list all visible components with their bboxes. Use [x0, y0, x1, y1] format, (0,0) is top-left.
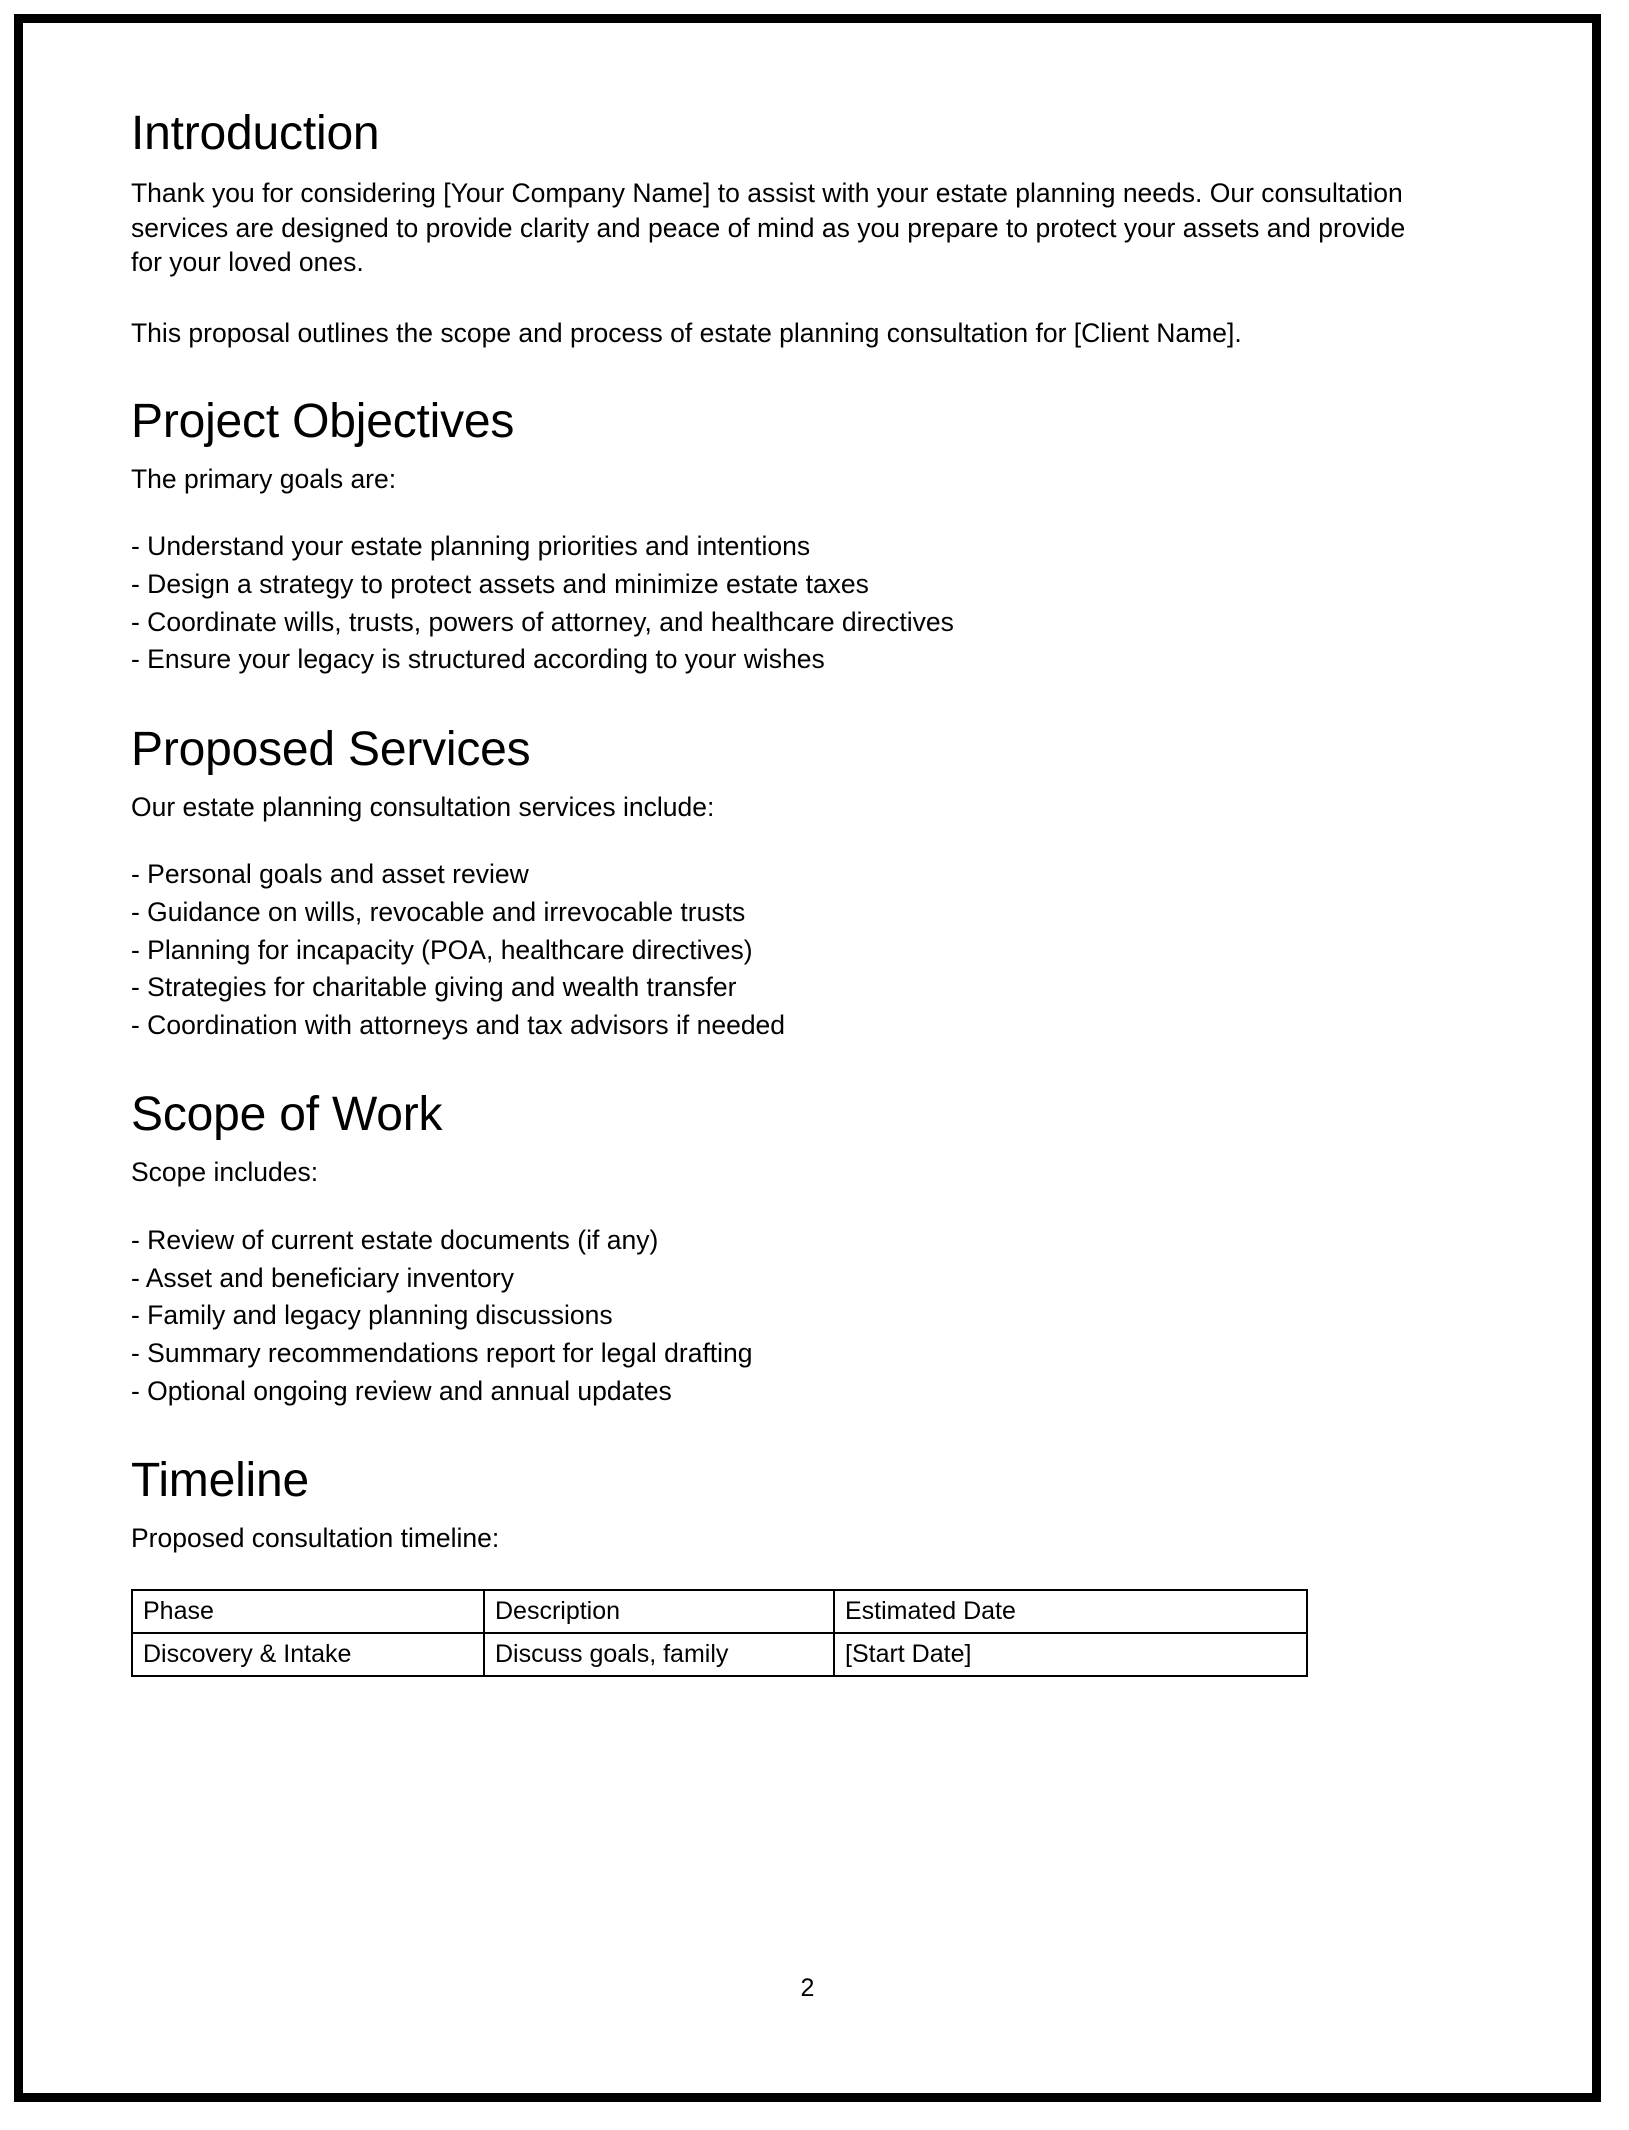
page-title: Introduction	[131, 107, 380, 160]
timeline-table	[131, 1589, 1308, 1677]
list-item: - Asset and beneficiary inventory	[131, 1262, 514, 1293]
scope-of-work-intro: Scope includes:	[131, 1157, 319, 1188]
section-heading-proposed-services: Proposed Services	[131, 722, 531, 776]
section-timeline	[131, 1456, 1484, 1677]
section-introduction	[131, 109, 1484, 351]
scope-of-work-list	[131, 1222, 1484, 1410]
page-frame	[14, 14, 1601, 2102]
section-scope-of-work	[131, 1090, 1484, 1410]
section-proposed-services	[131, 722, 1484, 1045]
list-item: - Understand your estate planning priorities and intentions	[131, 531, 811, 562]
proposed-services-list	[131, 856, 1484, 1044]
list-item: - Design a strategy to protect assets and minimize estate taxes	[131, 568, 869, 599]
list-item: - Summary recommendations report for legal drafting	[131, 1337, 753, 1368]
timeline-intro: Proposed consultation timeline:	[131, 1523, 500, 1554]
list-item: - Ensure your legacy is structured according to your wishes	[131, 644, 825, 675]
table-row	[132, 1633, 1307, 1676]
list-item: - Guidance on wills, revocable and irrevocable trusts	[131, 896, 746, 927]
table-header-cell: Description	[484, 1590, 834, 1633]
table-cell: [Start Date]	[834, 1633, 1307, 1676]
table-cell: Discuss goals, family	[484, 1633, 834, 1676]
section-heading-project-objectives: Project Objectives	[131, 394, 515, 448]
list-item: - Planning for incapacity (POA, healthcare directives)	[131, 934, 753, 965]
table-cell: Discovery & Intake	[132, 1633, 484, 1676]
list-item: - Strategies for charitable giving and wealth transfer	[131, 972, 737, 1003]
table-header-cell: Estimated Date	[834, 1590, 1307, 1633]
page-number: 2	[800, 1974, 815, 2002]
list-item: - Family and legacy planning discussions	[131, 1300, 613, 1331]
page-content	[23, 23, 1592, 2093]
project-objectives-intro: The primary goals are:	[131, 463, 397, 494]
proposed-services-intro: Our estate planning consultation services include:	[131, 791, 715, 822]
section-project-objectives	[131, 394, 1484, 679]
list-item: - Personal goals and asset review	[131, 859, 529, 890]
section-heading-scope-of-work: Scope of Work	[131, 1088, 443, 1142]
table-header-cell: Phase	[132, 1590, 484, 1633]
introduction-paragraph-2: This proposal outlines the scope and process of estate planning consultation for [Client Name].	[131, 317, 1242, 348]
list-item: - Coordinate wills, trusts, powers of attorney, and healthcare directives	[131, 606, 954, 637]
list-item: - Coordination with attorneys and tax advisors if needed	[131, 1009, 786, 1040]
introduction-paragraph-1: Thank you for considering [Your Company Name] to assist with your estate planning needs. Our consultation services are designed to provide clarity and peace of mind as you prepare to protect your assets and provide for your loved ones.	[131, 177, 1406, 278]
list-item: - Optional ongoing review and annual updates	[131, 1375, 672, 1406]
project-objectives-list	[131, 528, 1484, 679]
section-heading-timeline: Timeline	[131, 1454, 310, 1508]
list-item: - Review of current estate documents (if any)	[131, 1225, 659, 1256]
table-header-row	[132, 1590, 1307, 1633]
